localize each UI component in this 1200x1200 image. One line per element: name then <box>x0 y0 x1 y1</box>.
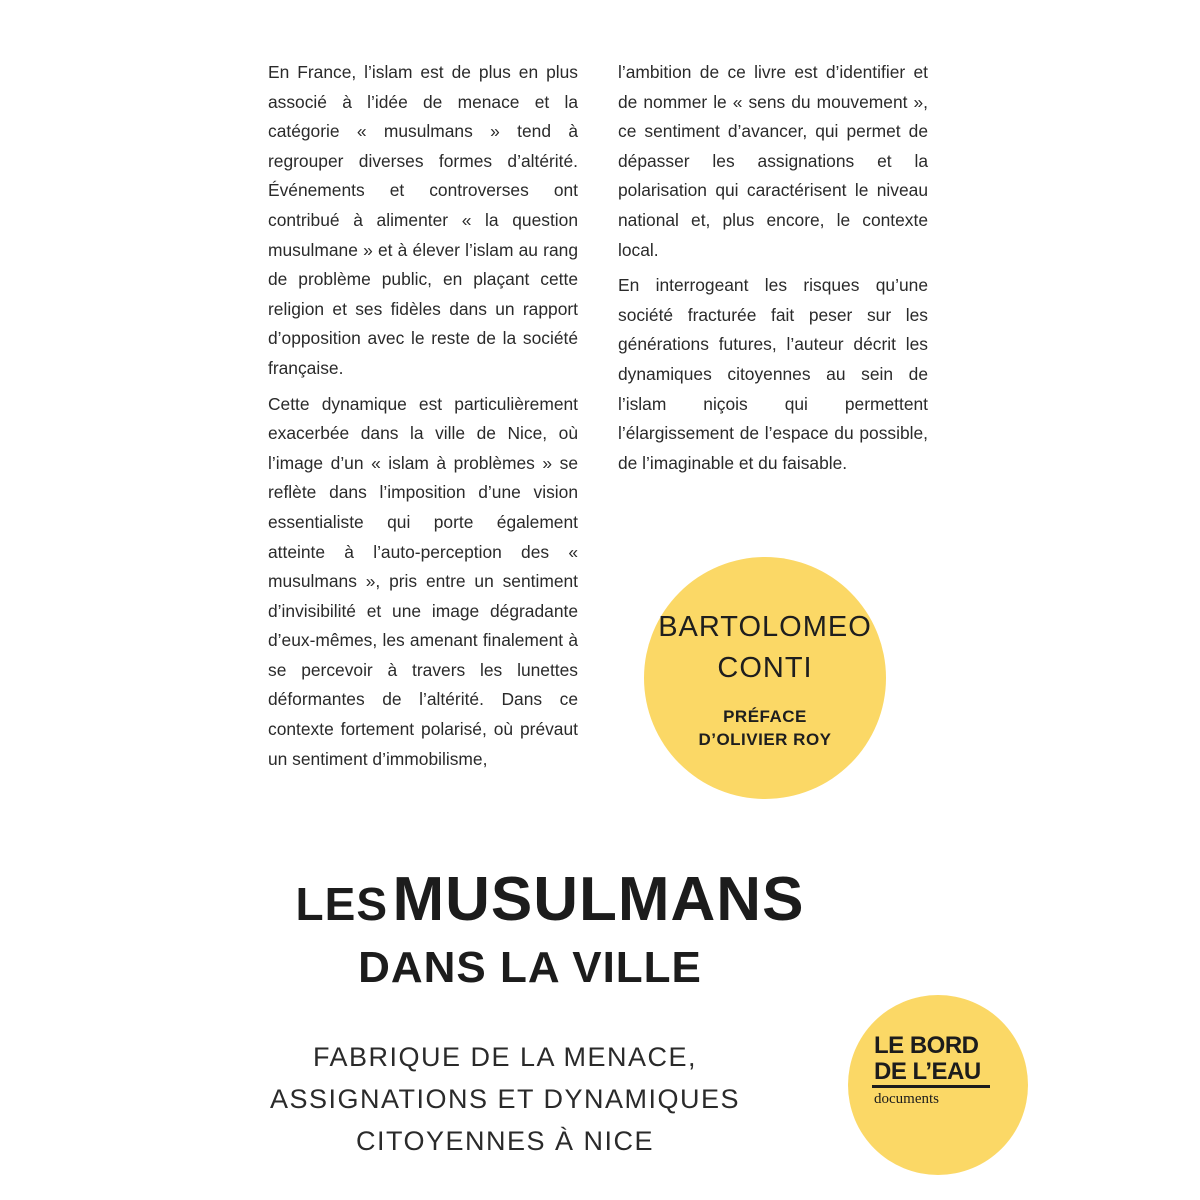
preface-line-1: PRÉFACE <box>723 707 807 726</box>
back-text-paragraph: l’ambition de ce livre est d’identifier et de nommer le « sens du mouvement », ce sentiment d’avancer, qui permet de dépasser les assignations et la polarisation qui caractérisent le niveau national et, plus encore, le contexte local. <box>618 62 928 260</box>
author-last-name: CONTI <box>717 652 813 684</box>
preface-credit <box>644 705 886 751</box>
back-text-paragraph: En interrogeant les risques qu’une société fracturée fait peser sur les générations futures, l’auteur décrit les dynamiques citoyennes au sein de l’islam niçois qui permettent l’élargissement de l’espace du possible, de l’imaginable et du faisable. <box>618 275 928 473</box>
title-musulmans: MUSULMANS <box>392 865 805 934</box>
publisher-line-1: LE BORD <box>874 1032 979 1059</box>
publisher-collection: documents <box>874 1091 939 1107</box>
back-text-right-column <box>618 58 928 484</box>
subtitle-line-3: CITOYENNES À NICE <box>355 1126 655 1156</box>
author-name <box>644 607 886 689</box>
author-badge <box>644 557 886 799</box>
publisher-logo <box>848 995 1028 1175</box>
publisher-line-2: DE L’EAU <box>874 1058 981 1085</box>
title-les: LES <box>295 878 389 930</box>
back-text-left-column <box>268 58 578 780</box>
subtitle-line-1: FABRIQUE DE LA MENACE, <box>312 1042 698 1072</box>
subtitle-line-2: ASSIGNATIONS ET DYNAMIQUES <box>269 1084 741 1114</box>
publisher-name <box>874 1033 981 1085</box>
back-text-paragraph: En France, l’islam est de plus en plus associé à l’idée de menace et la catégorie « musulmans » tend à regrouper diverses formes d’altérité. Événements et controverses ont contribué à alimenter « la question musulmane » et à élever l’islam au rang de problème public, en plaçant cette religion et ses fidèles dans un rapport d’opposition avec le reste de la société française. <box>268 62 578 378</box>
back-text-paragraph: Cette dynamique est particulièrement exacerbée dans la ville de Nice, où l’image d’un « islam à problèmes » se reflète dans l’imposition d’une vision essentialiste qui porte également atteinte à l’auto-perception des « musulmans », pris entre un sentiment d’invisibilité et une image dégradante d’eux-mêmes, les amenant finalement à se percevoir à travers les lunettes déformantes de l’altérité. Dans ce contexte fortement polarisé, où prévaut un sentiment d’immobilisme, <box>268 393 578 769</box>
publisher-divider <box>872 1085 990 1088</box>
book-title-line-2: DANS LA VILLE <box>358 943 702 992</box>
preface-line-2: D’OLIVIER ROY <box>698 730 832 749</box>
author-first-name: BARTOLOMEO <box>658 611 872 643</box>
